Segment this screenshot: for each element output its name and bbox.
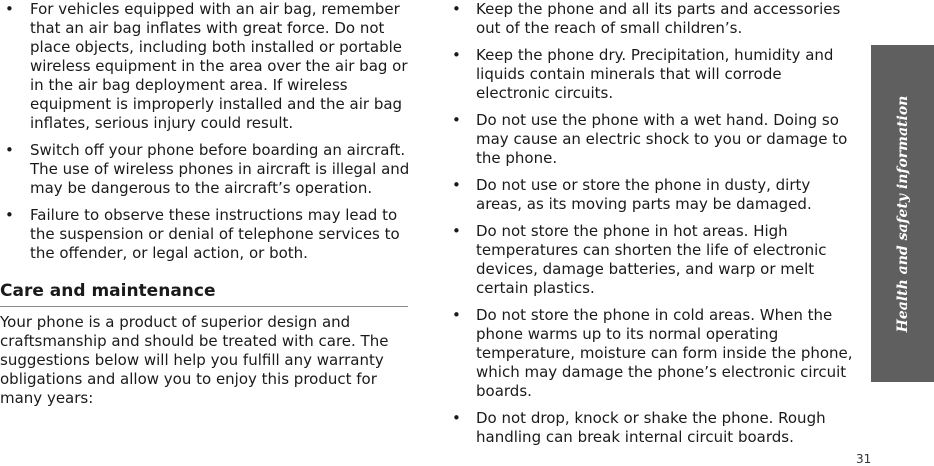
left-bullet-list xyxy=(0,0,410,263)
list-item-text: Do not use the phone with a wet hand. Doing so may cause an electric shock to you or damage to the phone. xyxy=(476,111,848,167)
list-item-text: Do not store the phone in cold areas. When the phone warms up to its normal operating temperature, moisture can form inside the phone, which may damage the phone’s electronic circuit boards. xyxy=(476,306,853,400)
right-column xyxy=(447,0,859,455)
list-item-text: Do not store the phone in hot areas. High temperatures can shorten the life of electronic devices, damage batteries, and warp or melt certain plastics. xyxy=(476,222,827,297)
bullet-icon: • xyxy=(452,176,461,194)
list-item-text: Do not use or store the phone in dusty, dirty areas, as its moving parts may be damaged. xyxy=(476,176,812,213)
bullet-icon: • xyxy=(452,306,461,324)
bullet-icon: • xyxy=(5,206,14,224)
bullet-icon: • xyxy=(5,0,14,18)
list-item-text: Keep the phone dry. Precipitation, humidity and liquids contain minerals that will corrode electronic circuits. xyxy=(476,46,834,102)
list-item xyxy=(447,176,859,214)
list-item-text: Switch off your phone before boarding an aircraft. The use of wireless phones in aircraft is illegal and may be dangerous to the aircraft’s operation. xyxy=(30,141,410,197)
section-side-tab xyxy=(871,45,934,382)
list-item xyxy=(447,306,859,401)
list-item xyxy=(447,111,859,168)
list-item-text: For vehicles equipped with an air bag, remember that an air bag inflates with great force. Do not place objects, including both installed or portable wireless equipment in the area over the air bag or in the air bag deployment area. If wireless equipment is improperly installed and the air bag inflates, serious injury could result. xyxy=(30,0,408,132)
list-item xyxy=(447,46,859,103)
right-bullet-list xyxy=(447,0,859,447)
list-item xyxy=(0,0,410,133)
bullet-icon: • xyxy=(452,111,461,129)
list-item xyxy=(447,222,859,298)
left-column xyxy=(0,0,410,408)
bullet-icon: • xyxy=(452,46,461,64)
page-number: 31 xyxy=(856,452,872,466)
list-item-text: Do not drop, knock or shake the phone. Rough handling can break internal circuit boards. xyxy=(476,409,826,446)
bullet-icon: • xyxy=(5,141,14,159)
heading-divider xyxy=(0,306,408,307)
list-item xyxy=(0,206,410,263)
intro-paragraph: Your phone is a product of superior design and craftsmanship and should be treated with care. The suggestions below will help you fulfill any warranty obligations and allow you to enjoy this product for many years: xyxy=(0,313,389,407)
list-item xyxy=(447,409,859,447)
bullet-icon: • xyxy=(452,222,461,240)
bullet-icon: • xyxy=(452,409,461,427)
bullet-icon: • xyxy=(452,0,461,18)
side-tab-label: Health and safety information xyxy=(894,95,911,332)
list-item-text: Failure to observe these instructions may lead to the suspension or denial of telephone services to the offender, or legal action, or both. xyxy=(30,206,400,262)
section-heading: Care and maintenance xyxy=(0,281,216,301)
list-item xyxy=(447,0,859,38)
list-item xyxy=(0,141,410,198)
list-item-text: Keep the phone and all its parts and accessories out of the reach of small children’s. xyxy=(476,0,841,37)
